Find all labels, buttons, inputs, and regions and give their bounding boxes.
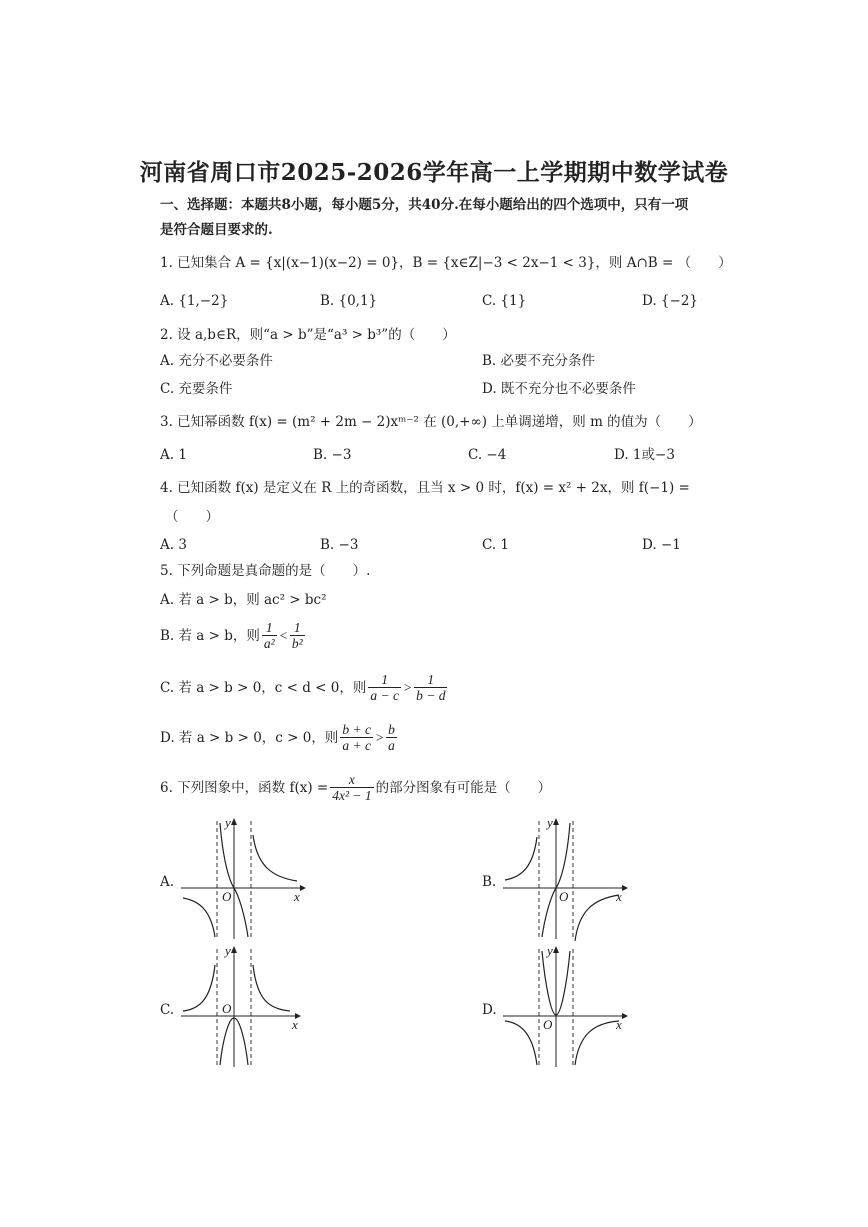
q5-option-a: A. 若 a > b，则 ac² > bc² [160, 592, 327, 608]
graph-d-curve-left [505, 1021, 537, 1065]
q6-stem-suffix: 的部分图象有可能是（ ） [375, 779, 552, 796]
q5-c-fraction-right [414, 672, 447, 703]
q4-option-d: D. −1 [642, 537, 681, 553]
q6-stem [160, 772, 551, 803]
q3-stem: 3. 已知幂函数 f(x) = (m² + 2m − 2)xᵐ⁻² 在 (0,+∞) 上单调递增，则 m 的值为（ ） [160, 414, 702, 430]
q5-b-fraction-right [290, 620, 305, 651]
section-heading-line1: 一、选择题：本题共8小题，每小题5分，共40分.在每小题给出的四个选项中，只有一项 [160, 197, 689, 213]
q1-option-b: B. {0,1} [320, 293, 378, 309]
q6-option-label-a: A. [160, 874, 175, 890]
q5-b-prefix: B. 若 a > b，则 [160, 627, 260, 644]
graph-c-y-arrow [231, 946, 237, 953]
q5-option-d [160, 722, 399, 753]
graph-a-x-arrow [300, 885, 306, 891]
graph-b-label-x: x [616, 889, 622, 904]
graph-b-curve-left [505, 837, 537, 880]
graph-b-label-origin: O [559, 889, 569, 904]
q5-b-num-right: 1 [293, 620, 301, 635]
q5-stem: 5. 下列命题是真命题的是（ ）. [160, 563, 371, 579]
q2-stem: 2. 设 a,b∈R，则“a > b”是“a³ > b³”的（ ） [160, 327, 456, 343]
graph-a-y-arrow [231, 818, 237, 825]
graph-d-y-arrow [553, 946, 559, 953]
graph-a [175, 815, 315, 943]
q4-option-a: A. 3 [160, 537, 187, 553]
q5-b-fraction-left [262, 620, 277, 651]
q2-option-c: C. 充要条件 [160, 381, 233, 397]
q3-option-a: A. 1 [160, 447, 187, 463]
graph-c-label-x: x [292, 1017, 298, 1032]
graph-c-curve-left [183, 965, 215, 1011]
q5-c-num-right: 1 [427, 672, 435, 687]
q5-d-den-left: a + c [342, 738, 371, 753]
q5-c-num-left: 1 [381, 672, 389, 687]
graph-a-label-origin: O [222, 889, 232, 904]
q4-option-c: C. 1 [482, 537, 510, 553]
q5-d-num-left: b + c [342, 722, 371, 737]
q6-option-label-b: B. [482, 874, 497, 890]
q4-stem: 4. 已知函数 f(x) 是定义在 R 上的奇函数，且当 x > 0 时，f(x) = x² + 2x，则 f(−1) = [160, 480, 690, 496]
q5-d-num-right: b [388, 722, 395, 737]
graph-b-x-arrow [622, 885, 628, 891]
q6-option-label-d: D. [482, 1002, 497, 1018]
q5-option-c [160, 672, 449, 703]
q1-option-c: C. {1} [482, 293, 527, 309]
q2-option-b: B. 必要不充分条件 [482, 353, 596, 369]
graph-d-label-y: y [547, 943, 553, 958]
q5-d-prefix: D. 若 a > b > 0，c > 0，则 [160, 729, 339, 746]
graph-a-label-y: y [225, 815, 231, 830]
graph-c-label-origin: O [222, 1001, 232, 1016]
q3-option-b: B. −3 [313, 447, 352, 463]
q3-option-d: D. 1或−3 [614, 447, 675, 463]
graph-a-label-x: x [294, 889, 300, 904]
page-title: 河南省周口市2025-2026学年高一上学期期中数学试卷 [139, 159, 729, 186]
graph-d [497, 943, 637, 1071]
graph-b-y-arrow [553, 818, 559, 825]
q5-d-fraction-right [386, 722, 397, 753]
graph-c-curve-right [253, 965, 290, 1011]
graph-c [175, 943, 315, 1071]
q5-b-den-left: a² [263, 636, 275, 651]
graph-a-curve-left [183, 898, 215, 937]
graph-d-x-arrow [622, 1013, 628, 1019]
q6-frac-num: x [348, 772, 355, 787]
graph-d-label-x: x [616, 1017, 622, 1032]
q1-option-a: A. {1,−2} [160, 293, 229, 309]
q4-option-b: B. −3 [320, 537, 359, 553]
q5-c-operator: > [402, 679, 413, 695]
q1-stem: 1. 已知集合 A = {x|(x−1)(x−2) = 0}，B = {x∈Z|−3 < 2x−1 < 3}，则 A∩B = （ ） [160, 255, 732, 271]
q6-frac-den: 4x² − 1 [332, 788, 372, 803]
q5-b-num-left: 1 [265, 620, 273, 635]
graph-b-curve-right [575, 895, 619, 941]
q5-c-den-right: b − d [416, 688, 446, 703]
section-heading-line2: 是符合题目要求的. [160, 222, 273, 238]
q5-b-operator: < [278, 627, 288, 643]
q6-stem-fraction [330, 772, 373, 803]
q5-b-den-right: b² [291, 636, 303, 651]
q5-c-fraction-left [368, 672, 401, 703]
graph-b-label-y: y [547, 815, 553, 830]
graph-c-label-y: y [225, 943, 231, 958]
graph-d-curve-right [575, 1021, 619, 1065]
q4-stem-cont: （ ） [165, 509, 219, 525]
q5-c-den-left: a − c [370, 688, 399, 703]
q1-option-d: D. {−2} [642, 293, 699, 309]
q5-d-fraction-left [340, 722, 373, 753]
q6-option-label-c: C. [160, 1002, 175, 1018]
q5-d-operator: > [374, 729, 385, 745]
q3-option-c: C. −4 [468, 447, 507, 463]
graph-d-label-origin: O [543, 1017, 553, 1032]
q6-stem-prefix: 6. 下列图象中，函数 f(x) = [160, 779, 329, 796]
q5-c-prefix: C. 若 a > b > 0，c < d < 0，则 [160, 679, 367, 696]
q5-option-b [160, 620, 307, 651]
q2-option-a: A. 充分不必要条件 [160, 353, 273, 369]
graph-b [497, 815, 637, 943]
graph-a-curve-right [253, 835, 297, 881]
q5-d-den-right: a [388, 738, 395, 753]
q2-option-d: D. 既不充分也不必要条件 [482, 381, 636, 397]
